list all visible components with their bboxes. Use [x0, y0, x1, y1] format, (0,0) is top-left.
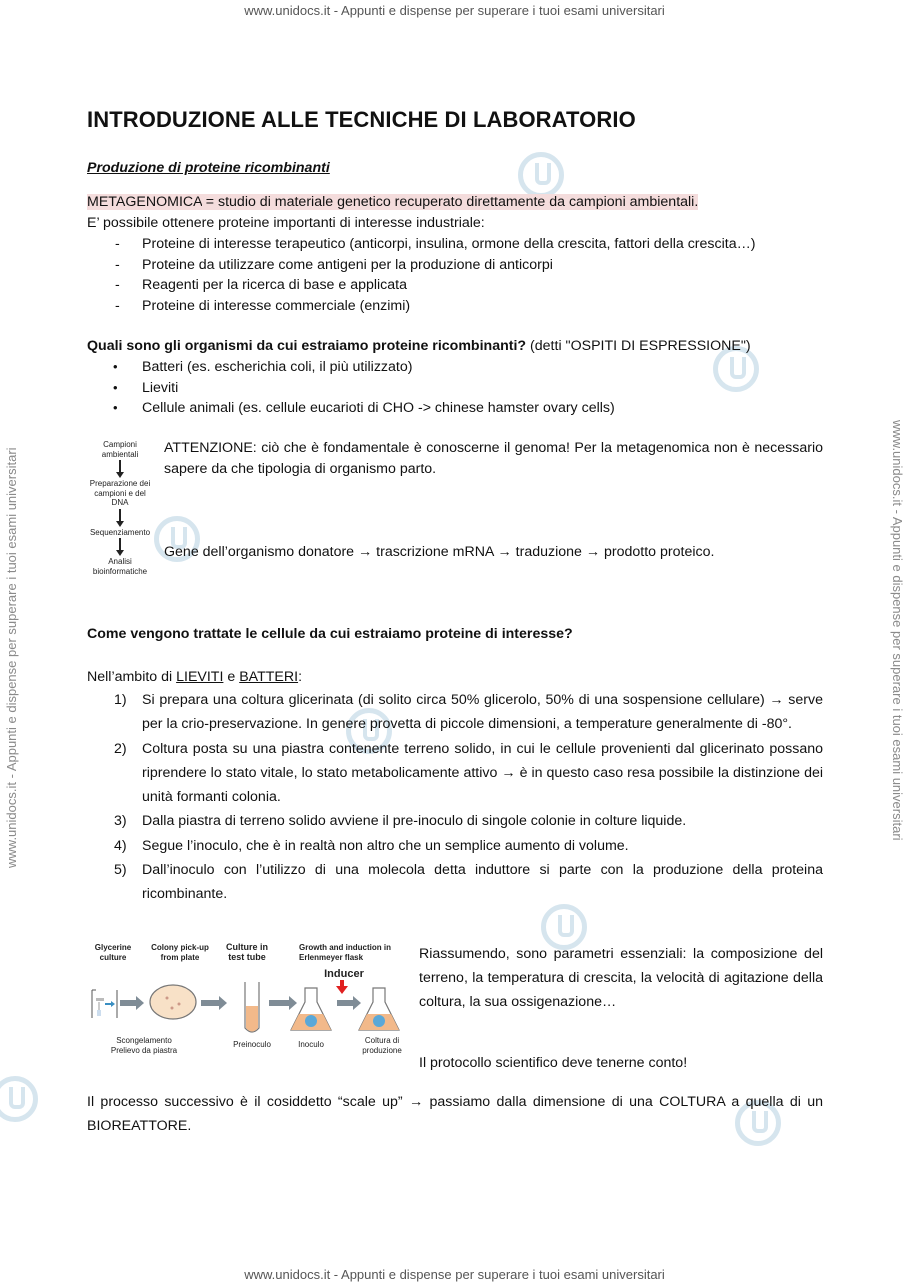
figure-label: Glycerine culture [94, 943, 132, 962]
figure-label: Culture in test tube [226, 942, 268, 962]
step-number: 1) [114, 692, 127, 708]
ambito-line [87, 667, 823, 688]
metagenomica-definition [87, 192, 823, 213]
watermark-side-right: www.unidocs.it - Appunti e dispense per superare i tuoi esami universitari [890, 420, 905, 841]
organisms-question-line [87, 336, 823, 357]
list-item: - Proteine da utilizzare come antigeni per la produzione di anticorpi [87, 255, 823, 276]
flow-arrow-icon [87, 537, 153, 557]
arrow-icon [269, 996, 297, 1010]
culture-process-figure [87, 940, 412, 1065]
watermark-logo-icon [0, 1076, 38, 1122]
test-tube-icon [245, 982, 259, 1032]
list-item: • Batteri (es. escherichia coli, il più utilizzato) [87, 357, 823, 378]
watermark-banner-top: www.unidocs.it - Appunti e dispense per superare i tuoi esami universitari [244, 3, 665, 18]
organisms-question: Quali sono gli organismi da cui estraiamo proteine ricombinanti? [87, 338, 527, 354]
scale-up-paragraph: Il processo successivo è il cosiddetto “scale up” → passiamo dalla dimensione di una COLTURA a quella di un BIOREATTORE. [87, 1094, 823, 1134]
figure-label: Growth and induction in Erlenmeyer flask [299, 943, 391, 962]
summary-paragraph: Riassumendo, sono parametri essenziali: la composizione del terreno, la temperatura di crescita, la velocità di agitazione della coltura, la sua ossigenazione… [419, 946, 823, 1010]
ambito-suffix: : [298, 669, 303, 685]
list-item: • Cellule animali (es. cellule eucarioti di CHO -> chinese hamster ovary cells) [87, 398, 823, 419]
glycerine-tube-icon [92, 990, 117, 1018]
step-item [87, 834, 823, 858]
erlenmeyer-flask-icon [291, 988, 331, 1030]
arrow-icon [201, 996, 227, 1010]
figure-label: Coltura di produzione [362, 1036, 402, 1055]
flow-arrow-icon [87, 508, 153, 528]
ambito-batteri: BATTERI [239, 669, 299, 685]
step-text: Segue l’inoculo, che è in realtà non altro che un semplice aumento di volume. [142, 837, 629, 854]
organisms-note: (detti "OSPITI DI ESPRESSIONE") [526, 338, 751, 354]
step-number: 5) [114, 862, 127, 879]
arrow-icon [337, 996, 361, 1010]
figure-label: Colony pick-up from plate [151, 943, 209, 962]
step-text: Coltura posta su una piastra contenente terreno solido, in cui le cellule provenienti dal glicerinato possano riprendere lo stato vitale, lo stato metabolicamente attivo → è in questo caso resa possibile la distinzione dei unità formanti colonia. [142, 740, 823, 806]
step-item [87, 737, 823, 810]
inducer-arrow-icon [336, 986, 348, 994]
list-item: - Proteine di interesse terapeutico (anticorpi, insulina, ormone della crescita, fattori della crescita…) [87, 234, 823, 255]
flow-arrow-icon [87, 459, 153, 479]
organisms-list [87, 357, 823, 419]
procedure-steps [87, 688, 823, 907]
step-text: Dall’inoculo con l’utilizzo di una molecola detta induttore si parte con la produzione della proteina ricombinante. [142, 862, 823, 903]
step-text: Dalla piastra di terreno solido avviene il pre-inoculo di singole colonie in colture liquide. [142, 813, 687, 830]
list-item: - Reagenti per la ricerca di base e applicata [87, 275, 823, 296]
ambito-prefix: Nell’ambito di [87, 669, 177, 685]
attenzione-paragraph: ATTENZIONE: ciò che è fondamentale è conoscerne il genoma! Per la metagenomica non è necessario sapere da che tipologia di organismo parto. [164, 440, 823, 477]
intro-line: E’ possibile ottenere proteine importanti di interesse industriale: [87, 215, 485, 231]
figure-label: Inoculo [298, 1040, 324, 1049]
step-item [87, 688, 823, 737]
metagenomica-text: = studio di materiale genetico recuperato direttamente da campioni ambientali. [201, 194, 699, 210]
figure-label: Preinoculo [233, 1040, 271, 1049]
proteins-list [87, 234, 823, 316]
figure-label: Scongelamento Prelievo da piastra [110, 1036, 178, 1055]
inducer-label: Inducer [324, 968, 364, 980]
metagenomics-flowchart [87, 440, 153, 576]
gene-chain: Gene dell’organismo donatore → trascrizione mRNA → traduzione → prodotto proteico. [164, 544, 715, 560]
step-number: 4) [114, 837, 127, 854]
watermark-side-left: www.unidocs.it - Appunti e dispense per superare i tuoi esami universitari [4, 447, 19, 868]
list-item: • Lieviti [87, 378, 823, 399]
step-text: Si prepara una coltura glicerinata (di solito circa 50% glicerolo, 50% di una sospensione cellulare) → serve per la crio-preservazione. In genere provetta di piccole dimensioni, a temperature generalmente di -80°. [142, 692, 823, 733]
step-item [87, 809, 823, 833]
flow-step: Preparazione dei campioni e del DNA [89, 479, 151, 507]
page-title: INTRODUZIONE ALLE TECNICHE DI LABORATORIO [87, 107, 636, 132]
arrow-icon [120, 996, 144, 1010]
section-subtitle: Produzione di proteine ricombinanti [87, 160, 330, 176]
step-number: 2) [114, 740, 127, 757]
cells-question: Come vengono trattate le cellule da cui estraiamo proteine di interesse? [87, 626, 573, 642]
ambito-lieviti: LIEVITI [176, 669, 224, 685]
step-number: 3) [114, 813, 127, 830]
flow-step: Campioni ambientali [101, 440, 139, 459]
petri-dish-icon [150, 985, 196, 1019]
step-item [87, 858, 823, 907]
watermark-banner-bottom: www.unidocs.it - Appunti e dispense per superare i tuoi esami universitari [244, 1267, 665, 1282]
ambito-and: e [223, 669, 240, 685]
protocol-line: Il protocollo scientifico deve tenerne conto! [419, 1055, 688, 1071]
flow-step: Analisi bioinformatiche [92, 557, 148, 576]
production-flask-icon [359, 988, 399, 1030]
list-item: - Proteine di interesse commerciale (enzimi) [87, 296, 823, 317]
metagenomica-term: METAGENOMICA [87, 194, 202, 210]
flow-step: Sequenziamento [89, 527, 151, 537]
